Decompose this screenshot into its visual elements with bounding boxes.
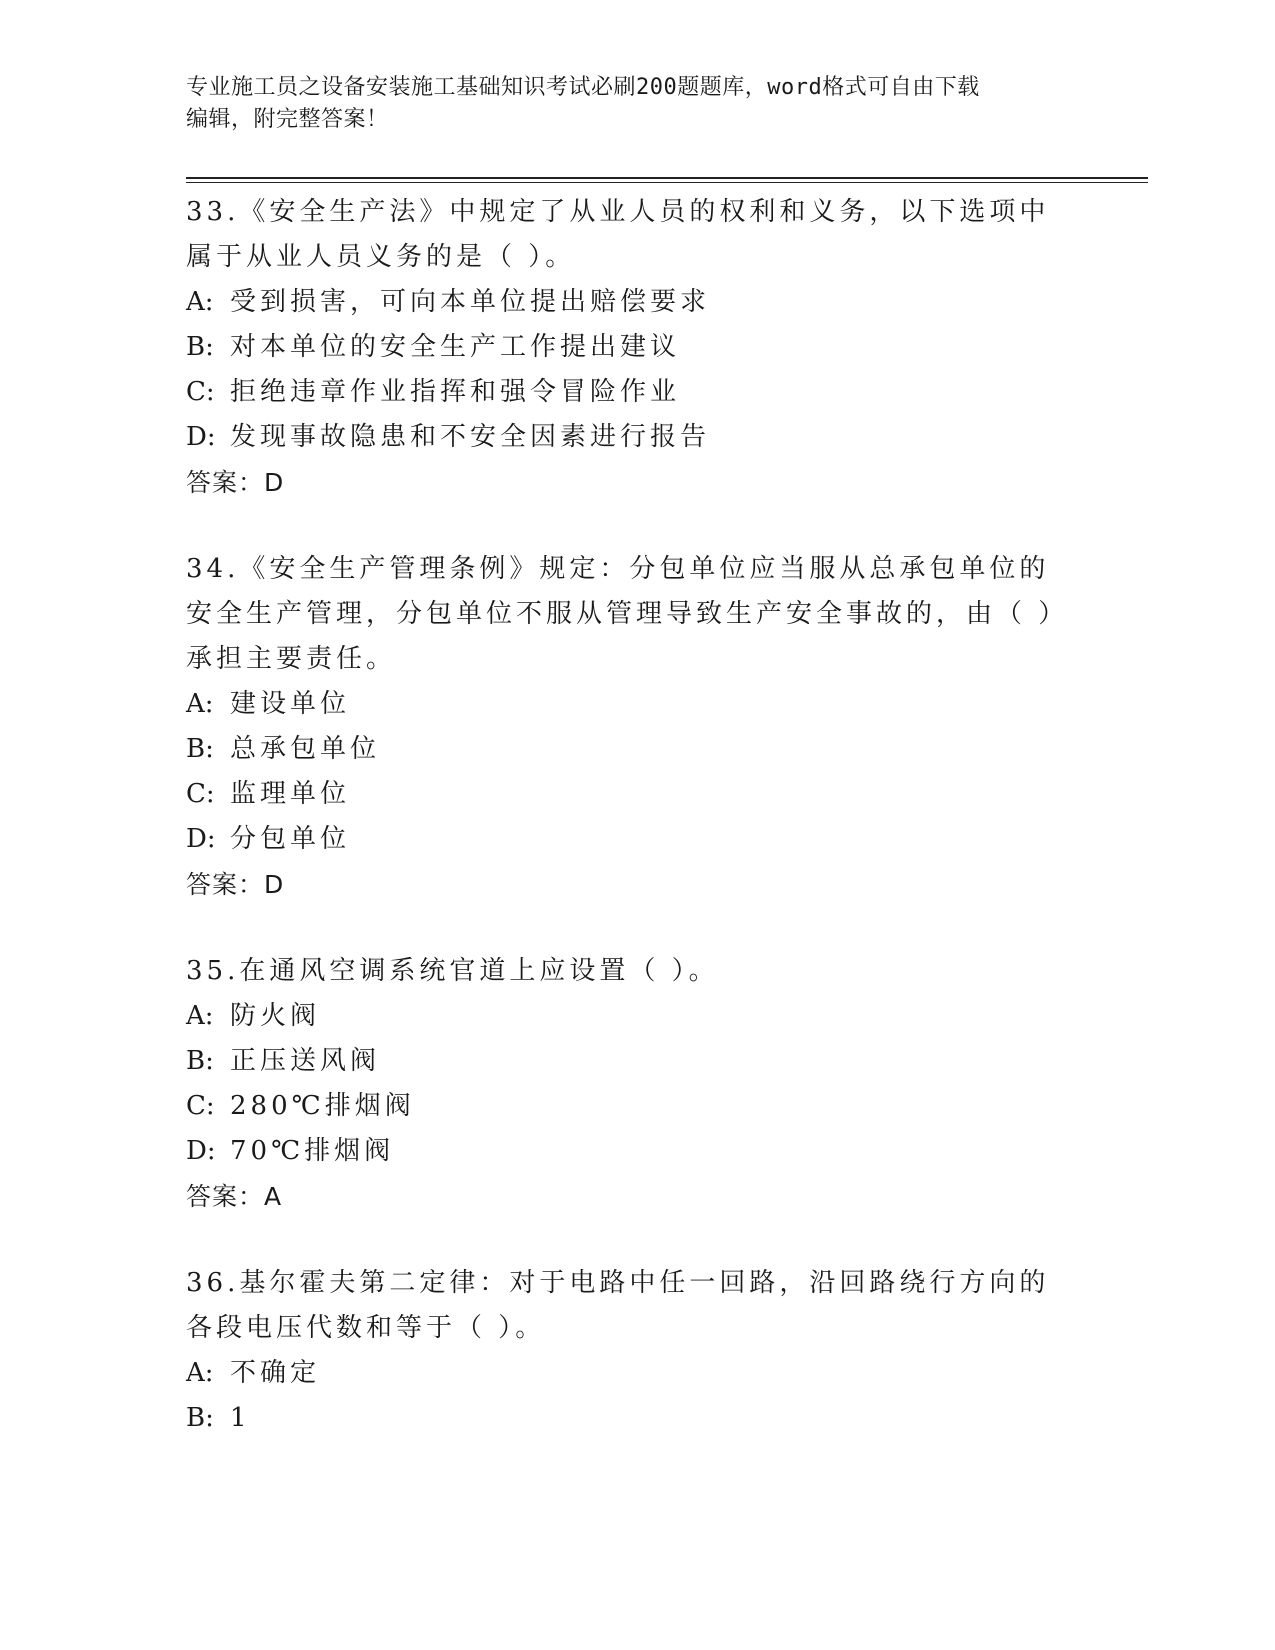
option-d [186, 817, 1086, 862]
option-text: 总承包单位 [230, 734, 381, 764]
option-text: 正压送风阀 [230, 1046, 381, 1076]
option-key: C: [186, 1091, 215, 1121]
question-33 [186, 190, 1086, 505]
question-stem: 36.基尔霍夫第二定律：对于电路中任一回路，沿回路绕行方向的各段电压代数和等于（ ）。 [186, 1268, 1050, 1343]
option-key: A: [186, 287, 214, 317]
option-text: 不确定 [230, 1358, 321, 1388]
option-a [186, 1351, 1086, 1396]
option-text: 建设单位 [230, 689, 351, 719]
option-a [186, 682, 1086, 727]
option-d [186, 415, 1086, 460]
option-text: 受到损害，可向本单位提出赔偿要求 [230, 287, 711, 317]
question-36 [186, 1261, 1086, 1441]
option-c [186, 772, 1086, 817]
header-divider-thin [186, 182, 1148, 183]
header-title-line-1: 专业施工员之设备安装施工基础知识考试必刷200题题库，word格式可自由下载 [186, 75, 980, 100]
question-35 [186, 949, 1086, 1219]
option-key: D: [186, 824, 216, 854]
option-d [186, 1129, 1086, 1174]
option-key: C: [186, 377, 215, 407]
header-title-line-2: 编辑，附完整答案！ [186, 107, 389, 132]
option-key: D: [186, 422, 216, 452]
option-text: 防火阀 [230, 1001, 321, 1031]
option-text: 280℃排烟阀 [230, 1091, 415, 1121]
option-text: 拒绝违章作业指挥和强令冒险作业 [230, 377, 681, 407]
option-a [186, 280, 1086, 325]
option-text: 70℃排烟阀 [230, 1136, 395, 1166]
option-key: A: [186, 1358, 214, 1388]
option-key: A: [186, 689, 214, 719]
option-b [186, 727, 1086, 772]
option-a [186, 994, 1086, 1039]
question-stem: 33.《安全生产法》中规定了从业人员的权利和义务，以下选项中属于从业人员义务的是（ ）。 [186, 197, 1050, 272]
document-header [186, 72, 1066, 136]
option-text: 监理单位 [230, 779, 351, 809]
option-text: 对本单位的安全生产工作提出建议 [230, 332, 681, 362]
option-key: B: [186, 734, 214, 764]
option-key: A: [186, 1001, 214, 1031]
option-key: D: [186, 1136, 216, 1166]
option-key: B: [186, 1403, 214, 1433]
question-34 [186, 547, 1086, 907]
option-text: 发现事故隐患和不安全因素进行报告 [230, 422, 711, 452]
question-stem: 34.《安全生产管理条例》规定：分包单位应当服从总承包单位的安全生产管理，分包单位不服从管理导致生产安全事故的，由（ ）承担主要责任。 [186, 554, 1056, 674]
option-b [186, 325, 1086, 370]
header-divider-thick [186, 177, 1148, 179]
option-c [186, 1084, 1086, 1129]
answer-line: 答案：D [186, 870, 285, 899]
option-b [186, 1396, 1086, 1441]
option-text: 分包单位 [230, 824, 351, 854]
question-list [186, 190, 1086, 1483]
option-key: C: [186, 779, 215, 809]
answer-line: 答案：D [186, 468, 285, 497]
option-key: B: [186, 332, 214, 362]
option-text: 1 [230, 1403, 251, 1433]
option-b [186, 1039, 1086, 1084]
option-c [186, 370, 1086, 415]
answer-line: 答案：A [186, 1182, 283, 1211]
question-stem: 35.在通风空调系统官道上应设置（ ）。 [186, 956, 719, 986]
option-key: B: [186, 1046, 214, 1076]
